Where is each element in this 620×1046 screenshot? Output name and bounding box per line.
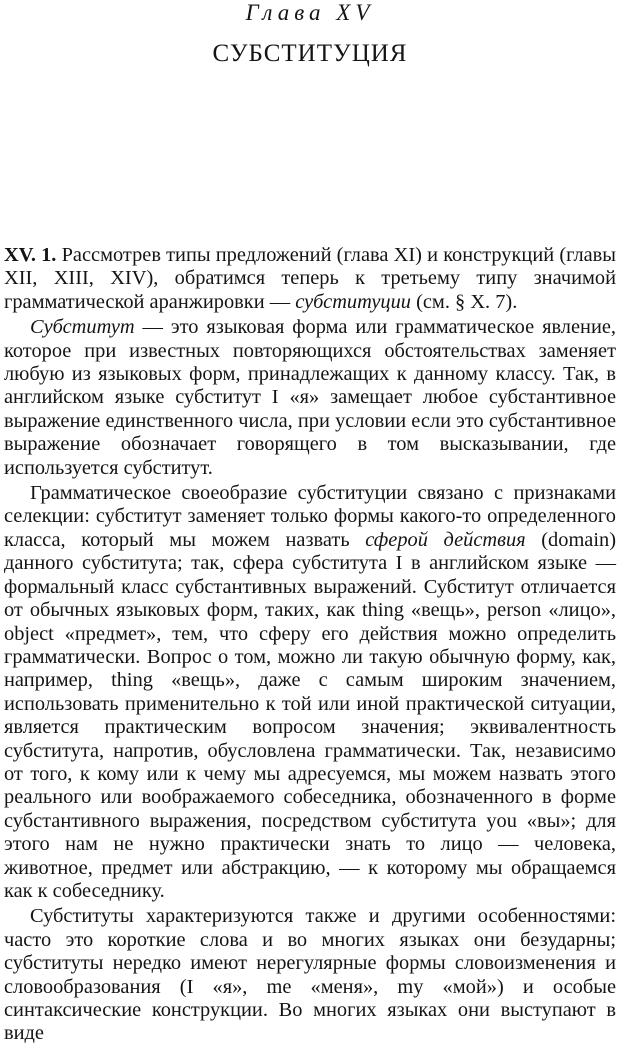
body-text	[4, 244, 616, 1046]
paragraph-4: Субституты характеризуются также и другими особенностями: часто это короткие слова и во многих языках они безударны; субституты нередко имеют нерегулярные формы словоизменения и словообразования (I «я», me «меня», my «мой») и особые синтаксические конструкции. Во многих языках они выступают в виде	[4, 905, 616, 1045]
italic-term: сферой действия	[365, 528, 526, 551]
chapter-label: Глава XV	[245, 0, 375, 25]
italic-term: Субститут	[30, 316, 135, 339]
paragraph-3: Грамматическое своеобразие субституции связано с признаками селекции: субститут заменяет только формы какого-то определенного класса, который мы можем назвать сферой действия (domain) данного субститута; так, сфера субститута I в английском языке — формальный класс субстантивных выражений. Субститут отличается от обычных языковых форм, таких, как thing «вещь», person «лицо», object «предмет», тем, что сферу его действия можно определить грамматически. Вопрос о том, можно ли такую обычную форму, как, например, thing «вещь», даже с самым широким значением, использовать применительно к той или иной практической ситуации, является практическим вопросом значения; эквивалентность субститута, напротив, обусловлена грамматически. Так, независимо от того, к кому или к чему мы адресуемся, мы можем назвать этого реального или воображаемого собеседника, обозначенного в форме субстантивного выражения, посредством субститута you «вы»; для этого нам не нужно практически знать то лицо — человека, животное, предмет или абстракцию, — к которому мы обращаемся как к собеседнику.	[4, 482, 617, 902]
section-number: XV. 1.	[4, 244, 57, 266]
chapter-title: СУБСТИТУЦИЯ	[212, 40, 408, 67]
paragraph-1: XV. 1. Рассмотрев типы предложений (глава XI) и конструкций (главы XII, XIII, XIV), обратимся теперь к третьему типу значимой грамматической аранжировки — субституции (см. § X. 7).	[4, 244, 616, 313]
italic-term: субституции	[295, 290, 411, 313]
paragraph-2: Субститут — это языковая форма или грамматическое явление, которое при известных повторяющихся обстоятельствах заменяет любую из языковых форм, принадлежащих к данному классу. Так, в английском языке субститут I «я» замещает любое субстантивное выражение единственного числа, при условии если это субстантивное выражение обозначает говорящего в том высказывании, где используется субститут.	[4, 316, 616, 479]
